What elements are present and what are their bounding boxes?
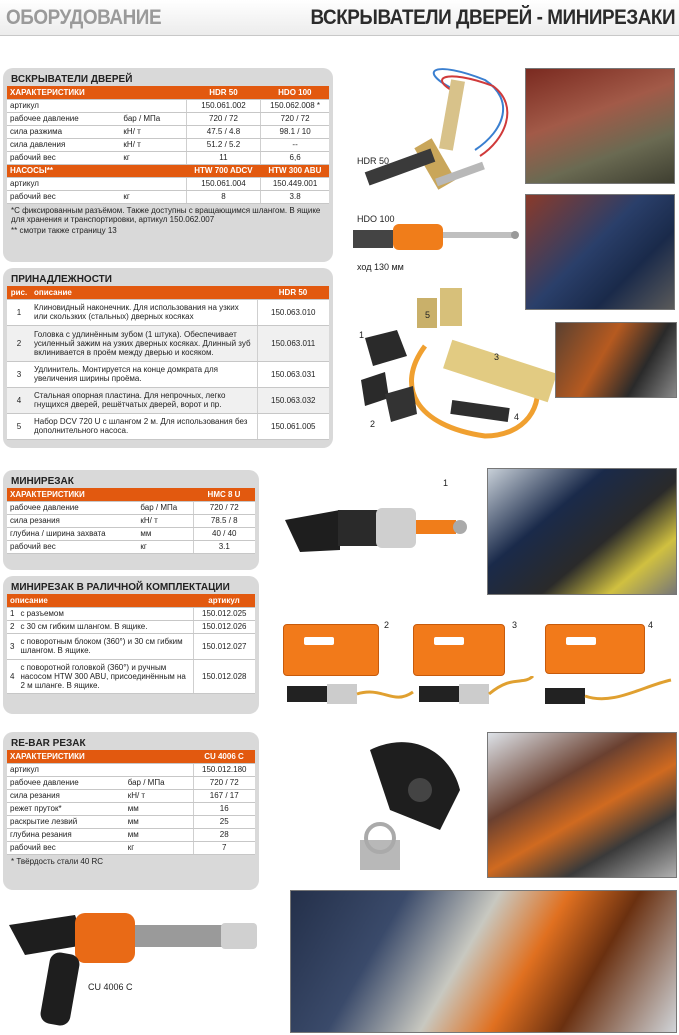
- door-openers-table: [7, 86, 329, 204]
- cell: 4: [7, 387, 31, 413]
- cell: 150.061.005: [257, 413, 329, 439]
- header-cell: артикул: [193, 594, 255, 607]
- cell: сила разжима: [7, 125, 120, 138]
- cell: 720 / 72: [186, 112, 260, 125]
- cutters-with-hoses: [283, 676, 673, 716]
- cell: 150.012.028: [193, 659, 255, 693]
- cell: 28: [193, 828, 255, 841]
- case-4-image: [545, 624, 645, 674]
- kit-number: 2: [384, 620, 390, 630]
- door-openers-title: ВСКРЫВАТЕЛИ ДВЕРЕЙ: [11, 74, 133, 85]
- accessory-number: 5: [425, 310, 431, 320]
- cell: 11: [186, 151, 260, 164]
- cu4006c-label: CU 4006 C: [88, 982, 133, 992]
- cell: Набор DCV 720 U с шлангом 2 м. Для использования без дополнительного насоса.: [31, 413, 257, 439]
- table-row: [7, 138, 329, 151]
- table-row: [7, 789, 255, 802]
- table-row: [7, 151, 329, 164]
- case-2-image: [283, 624, 379, 676]
- header-cell: CU 4006 C: [193, 750, 255, 763]
- table-row: [7, 540, 255, 553]
- rebar-table: [7, 750, 255, 855]
- accessory-number: 1: [359, 330, 365, 340]
- header-cell: описание: [31, 286, 257, 299]
- footnote: * Твёрдость стали 40 RC: [11, 856, 104, 866]
- header-cell: ХАРАКТЕРИСТИКИ: [7, 750, 193, 763]
- cell: 5: [7, 413, 31, 439]
- cell: 8: [186, 190, 260, 203]
- footnote: ** смотри также страницу 13: [11, 225, 117, 235]
- cell: раскрытие лезвий: [7, 815, 125, 828]
- kit-title: МИНИРЕЗАК В РАЛИЧНОЙ КОМПЛЕКТАЦИИ: [11, 582, 230, 593]
- photo-holmatro-closeup: [555, 322, 677, 398]
- cell: рабочее давление: [7, 501, 137, 514]
- accessories-illustration: [355, 286, 555, 446]
- table-row: [7, 325, 329, 361]
- cell: 150.012.025: [193, 607, 255, 620]
- cell: сила давления: [7, 138, 120, 151]
- cell: 2: [7, 620, 17, 633]
- header-cell: HDO 100: [261, 86, 329, 99]
- table-row: [7, 413, 329, 439]
- cell: 150.063.031: [257, 361, 329, 387]
- cell: сила резания: [7, 514, 137, 527]
- cell: с поворотной головкой (360°) и ручным насосом HTW 300 ABU, присоединённым на 2 м шланге. В ящике.: [17, 659, 193, 693]
- kit-number: 4: [648, 620, 654, 630]
- table-row: [7, 841, 255, 854]
- mini-cutter-number: 1: [443, 478, 449, 488]
- rebar-title: RE-BAR РЕЗАК: [11, 738, 86, 749]
- cell: бар / МПа: [120, 112, 186, 125]
- rebar-cutter-head-image: [350, 730, 480, 880]
- cell: 720 / 72: [261, 112, 329, 125]
- cell: кг: [125, 841, 193, 854]
- cell: кг: [120, 151, 186, 164]
- cell: 150.012.180: [193, 763, 255, 776]
- cell: глубина резания: [7, 828, 125, 841]
- cell: 78.5 / 8: [193, 514, 255, 527]
- kit-panel: [3, 576, 259, 714]
- header-cell: рис.: [7, 286, 31, 299]
- mini-cutter-table: [7, 488, 255, 554]
- cell: 16: [193, 802, 255, 815]
- table-header-row: [7, 488, 255, 501]
- accessory-number: 3: [494, 352, 500, 362]
- mini-cutter-title: МИНИРЕЗАК: [11, 476, 74, 487]
- table-row: [7, 776, 255, 789]
- cell: бар / МПа: [125, 776, 193, 789]
- table-row: [7, 361, 329, 387]
- cell: 3.8: [261, 190, 329, 203]
- cell: 40 / 40: [193, 527, 255, 540]
- door-openers-panel: [3, 68, 333, 262]
- cell: артикул: [7, 99, 120, 112]
- cell: кг: [137, 540, 193, 553]
- table-row: [7, 190, 329, 203]
- table-row: [7, 633, 255, 659]
- cell: кН/ т: [120, 125, 186, 138]
- page-header: [0, 0, 679, 36]
- cell: [125, 763, 193, 776]
- stroke-label: ход 130 мм: [357, 262, 404, 272]
- header-cell: HDR 50: [186, 86, 260, 99]
- cell: кН/ т: [125, 789, 193, 802]
- section-title: ОБОРУДОВАНИЕ: [6, 6, 162, 29]
- cell: 150.012.026: [193, 620, 255, 633]
- table-header-row: [7, 86, 329, 99]
- cell: 1: [7, 607, 17, 620]
- cell: с разъемом: [17, 607, 193, 620]
- cell: 150.063.011: [257, 325, 329, 361]
- header-cell: НАСОСЫ**: [7, 164, 186, 177]
- cell: рабочее давление: [7, 776, 125, 789]
- cell: Головка с удлинённым зубом (1 штука). Обеспечивает усиленный зажим на узких дверных косяках. Длинный зуб вклинивается в проём между дверью и косяком.: [31, 325, 257, 361]
- cell: кН/ т: [120, 138, 186, 151]
- table-header-row: [7, 286, 329, 299]
- table-row: [7, 177, 329, 190]
- hdo100-label: HDO 100: [357, 214, 395, 224]
- table-row: [7, 802, 255, 815]
- table-row: [7, 112, 329, 125]
- cell: кг: [120, 190, 186, 203]
- cell: 3: [7, 361, 31, 387]
- case-3-image: [413, 624, 505, 676]
- cell: 25: [193, 815, 255, 828]
- accessories-title: ПРИНАДЛЕЖНОСТИ: [11, 274, 112, 285]
- table-row: [7, 815, 255, 828]
- photo-car-rescue: [487, 468, 677, 595]
- table-row: [7, 514, 255, 527]
- hdr50-tool-image: [355, 60, 525, 200]
- cell: [120, 177, 186, 190]
- cell: бар / МПа: [137, 501, 193, 514]
- cell: Удлинитель. Монтируется на конце домкрата для увеличения ширины проёма.: [31, 361, 257, 387]
- cell: 98.1 / 10: [261, 125, 329, 138]
- header-cell: HTW 300 ABU: [261, 164, 329, 177]
- cell: 720 / 72: [193, 776, 255, 789]
- cell: мм: [125, 802, 193, 815]
- photo-soldiers: [525, 68, 675, 184]
- mini-cutter-image: [280, 490, 480, 570]
- table-row: [7, 659, 255, 693]
- cell: Стальная опорная пластина. Для непрочных, легко гнущихся дверей, решётчатых дверей, ворот и пр.: [31, 387, 257, 413]
- header-cell: ХАРАКТЕРИСТИКИ: [7, 488, 193, 501]
- cell: [120, 99, 186, 112]
- table-header-row: [7, 594, 255, 607]
- cell: 2: [7, 325, 31, 361]
- cell: мм: [137, 527, 193, 540]
- kit-table: [7, 594, 255, 694]
- cell: 47.5 / 4.8: [186, 125, 260, 138]
- hdr50-label: HDR 50: [357, 156, 390, 166]
- table-row: [7, 99, 329, 112]
- cell: сила резания: [7, 789, 125, 802]
- cell: кН/ т: [137, 514, 193, 527]
- cell: 7: [193, 841, 255, 854]
- photo-chain-cutting: [290, 890, 677, 1033]
- table-row: [7, 501, 255, 514]
- kit-number: 3: [512, 620, 518, 630]
- cu4006c-tool-image: [5, 905, 265, 1030]
- table-row: [7, 607, 255, 620]
- cell: 167 / 17: [193, 789, 255, 802]
- cell: 150.449.001: [261, 177, 329, 190]
- header-cell: HTW 700 ADCV: [186, 164, 260, 177]
- cell: рабочий вес: [7, 540, 137, 553]
- cell: рабочее давление: [7, 112, 120, 125]
- cell: рабочий вес: [7, 151, 120, 164]
- accessories-panel: [3, 268, 333, 448]
- cell: 150.063.010: [257, 299, 329, 325]
- table-row: [7, 620, 255, 633]
- cell: 51.2 / 5.2: [186, 138, 260, 151]
- cell: 3: [7, 633, 17, 659]
- accessory-number: 4: [514, 412, 520, 422]
- cell: Клиновидный наконечник. Для использования на узких или скользких (стальных) дверных косяках: [31, 299, 257, 325]
- cell: 3.1: [193, 540, 255, 553]
- cell: с поворотным блоком (360°) и 30 см гибким шлангом. В ящике.: [17, 633, 193, 659]
- cell: рабочий вес: [7, 190, 120, 203]
- table-row: [7, 387, 329, 413]
- table-header-row: [7, 750, 255, 763]
- table-row: [7, 125, 329, 138]
- cell: 1: [7, 299, 31, 325]
- cell: 150.061.004: [186, 177, 260, 190]
- header-cell: описание: [7, 594, 193, 607]
- cell: мм: [125, 828, 193, 841]
- cell: режет пруток*: [7, 802, 125, 815]
- table-row: [7, 299, 329, 325]
- header-cell: ХАРАКТЕРИСТИКИ: [7, 86, 186, 99]
- cell: артикул: [7, 763, 125, 776]
- header-cell: HDR 50: [257, 286, 329, 299]
- cell: мм: [125, 815, 193, 828]
- table-row: [7, 828, 255, 841]
- cell: 6,6: [261, 151, 329, 164]
- cell: 150.062.008 *: [261, 99, 329, 112]
- accessories-table: [7, 286, 329, 440]
- cell: с 30 см гибким шлангом. В ящике.: [17, 620, 193, 633]
- accessory-number: 2: [370, 419, 376, 429]
- table-row: [7, 527, 255, 540]
- cell: 4: [7, 659, 17, 693]
- cell: --: [261, 138, 329, 151]
- table-row: [7, 763, 255, 776]
- cell: артикул: [7, 177, 120, 190]
- photo-rebar-cutting: [487, 732, 677, 878]
- cell: 150.012.027: [193, 633, 255, 659]
- mini-cutter-panel: [3, 470, 259, 570]
- rebar-panel: [3, 732, 259, 890]
- cell: 150.061.002: [186, 99, 260, 112]
- cell: глубина / ширина захвата: [7, 527, 137, 540]
- footnote: *С фиксированным разъёмом. Также доступны с вращающимся шлангом. В ящике для хранения и транспортировки, артикул 150.062.007: [11, 205, 321, 224]
- header-cell: HMC 8 U: [193, 488, 255, 501]
- page-title: ВСКРЫВАТЕЛИ ДВЕРЕЙ - МИНИРЕЗАКИ: [310, 6, 675, 29]
- cell: 720 / 72: [193, 501, 255, 514]
- cell: рабочий вес: [7, 841, 125, 854]
- table-header-row: [7, 164, 329, 177]
- cell: 150.063.032: [257, 387, 329, 413]
